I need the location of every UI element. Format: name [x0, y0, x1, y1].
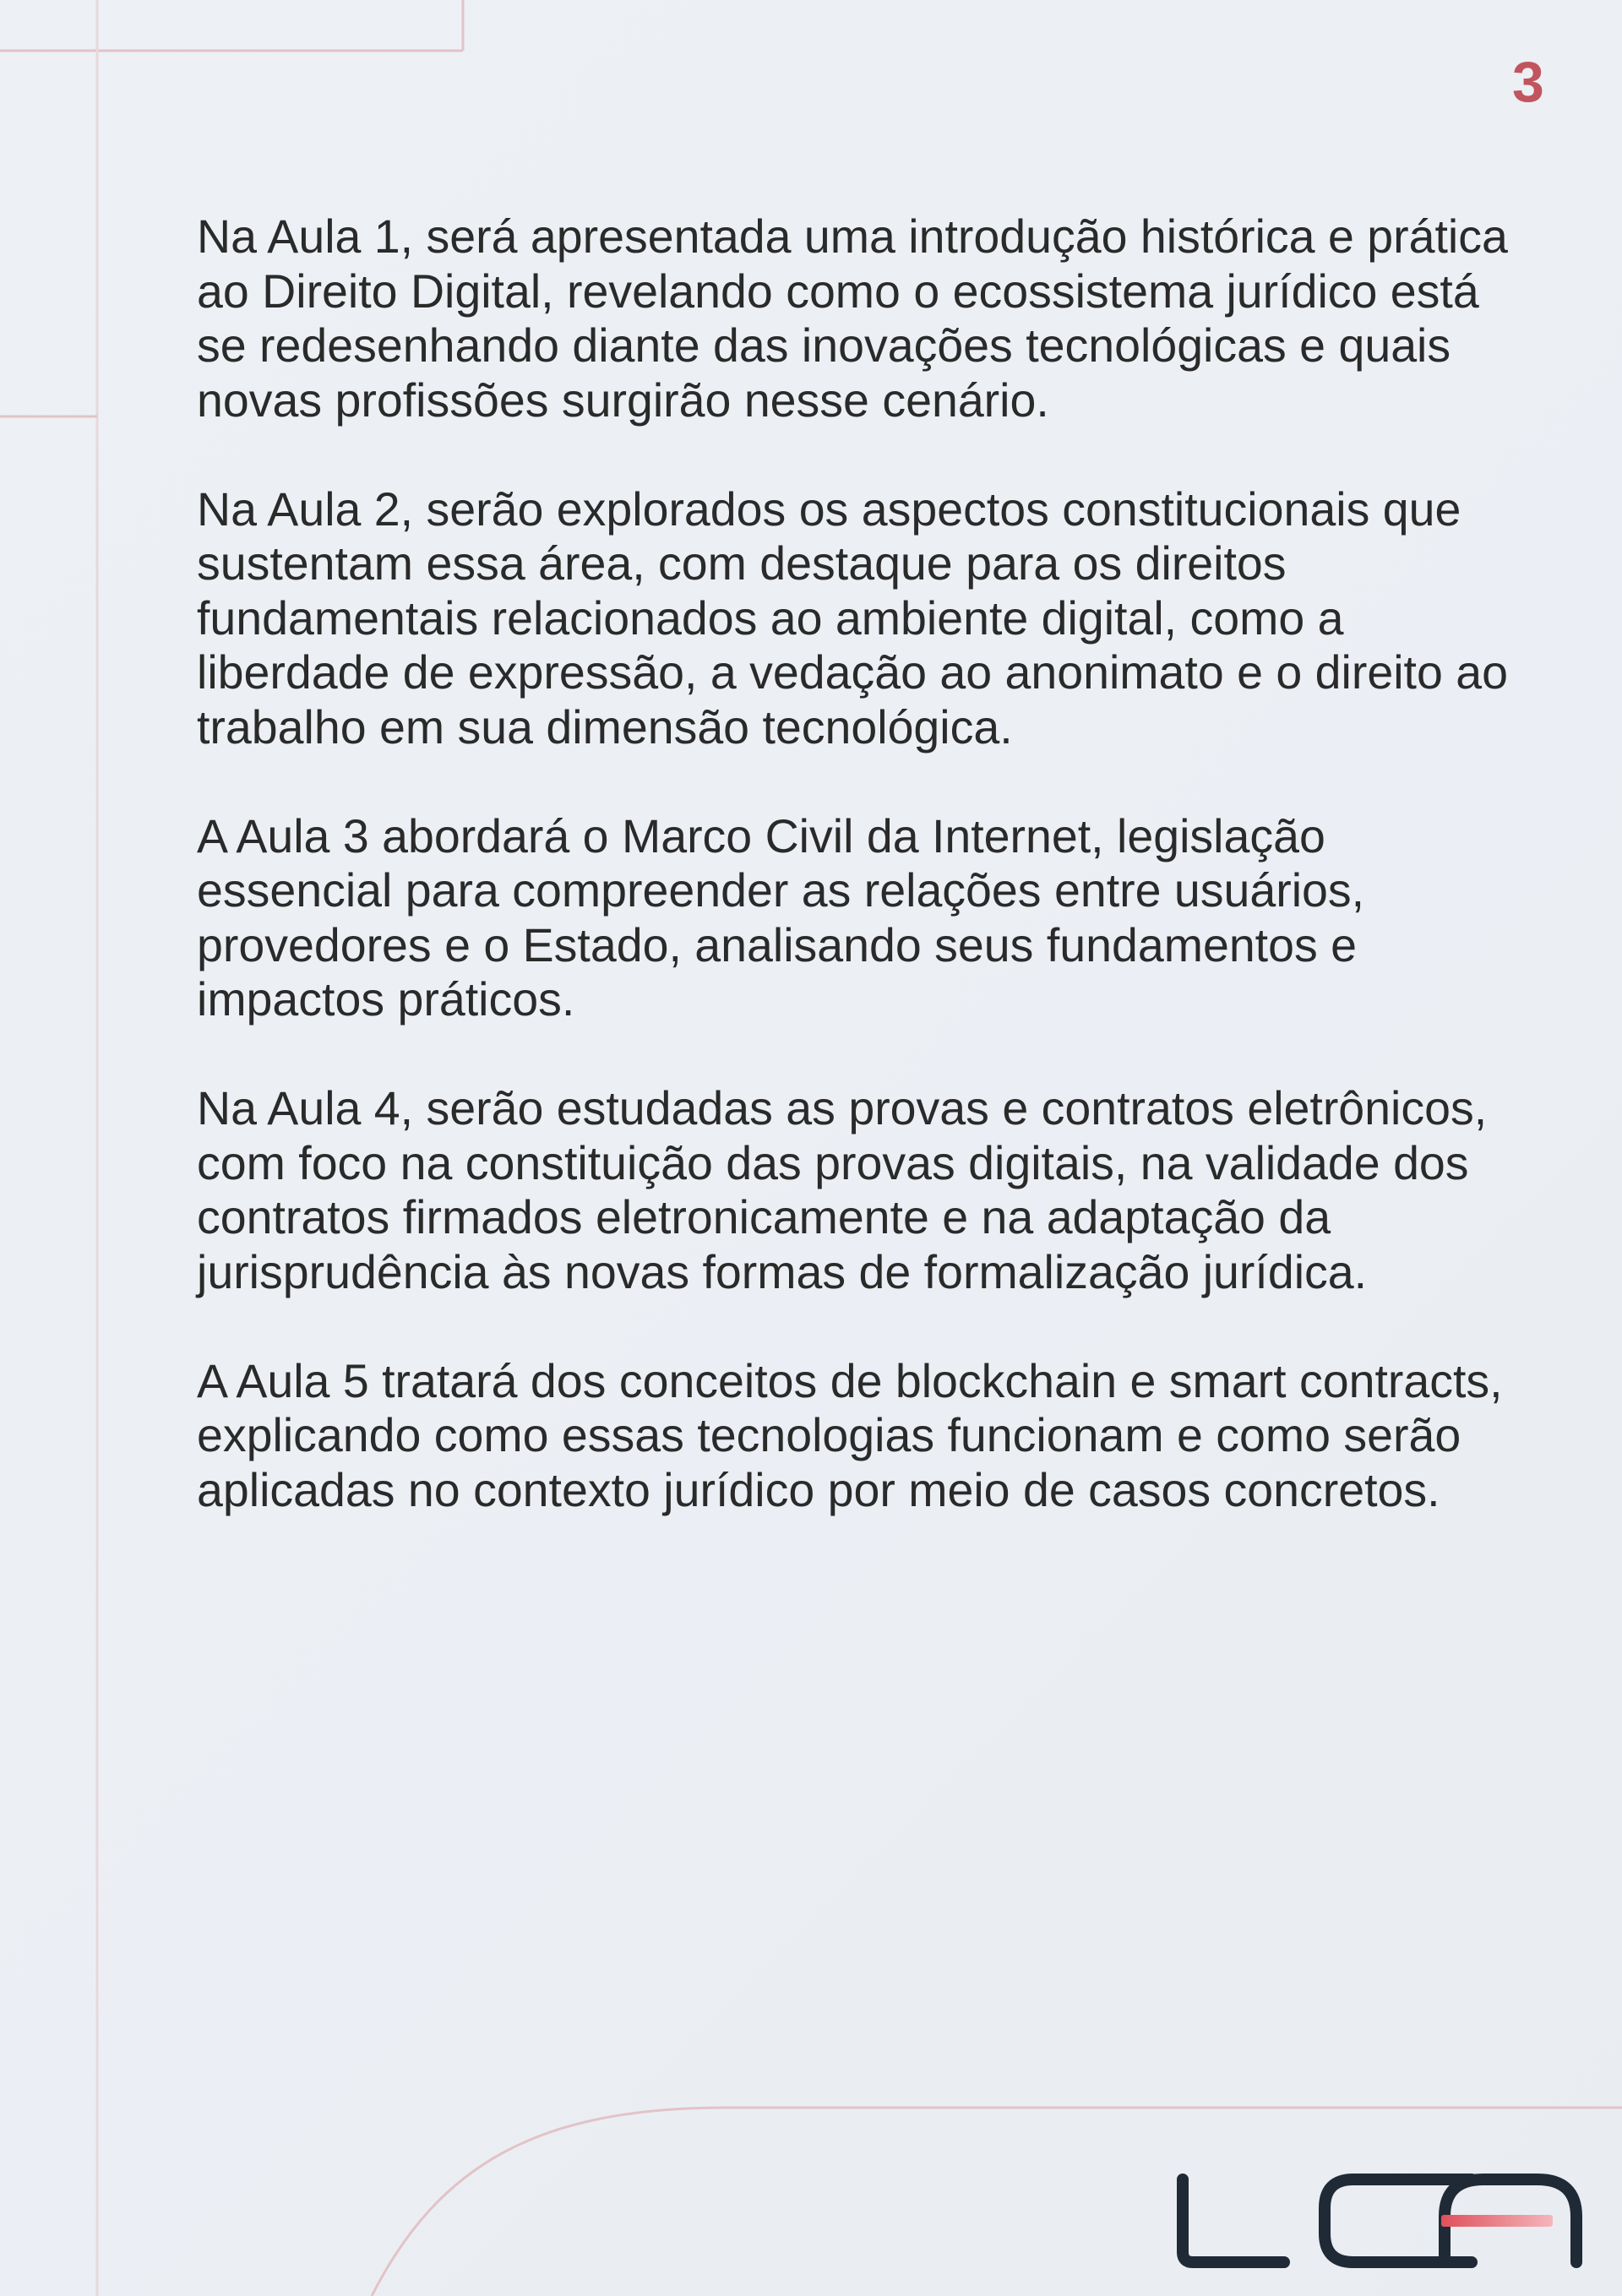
- lca-logo: [1174, 2171, 1588, 2272]
- paragraph-aula-3: A Aula 3 abordará o Marco Civil da Internet, legislação essencial para compreender as relações entre usuários, provedores e o Estado, analisando seus fundamentos e impactos práticos.: [197, 809, 1365, 1026]
- paragraph-aula-5: A Aula 5 tratará dos conceitos de blockchain e smart contracts, explicando como essas tecnologias funcionam e como serão aplicadas no contexto jurídico por meio de casos concretos.: [197, 1354, 1503, 1516]
- page-number: 3: [1512, 50, 1544, 114]
- paragraph-aula-4: Na Aula 4, serão estudadas as provas e contratos eletrônicos, com foco na constituição das provas digitais, na validade dos contratos firmados eletronicamente e na adaptação da jurisprudência às novas formas de formalização jurídica.: [197, 1082, 1488, 1298]
- paragraph-aula-2: Na Aula 2, serão explorados os aspectos constitucionais que sustentam essa área, com destaque para os direitos fundamentais relacionados ao ambiente digital, como a liberdade de expressão, a vedação ao anonimato e o direito ao trabalho em sua dimensão tecnológica.: [197, 482, 1508, 754]
- body-text: [197, 209, 1515, 1572]
- paragraph-aula-1: Na Aula 1, será apresentada uma introdução histórica e prática ao Direito Digital, revelando como o ecossistema jurídico está se redesenhando diante das inovações tecnológicas e quais novas profissões surgirão nesse cenário.: [197, 210, 1508, 427]
